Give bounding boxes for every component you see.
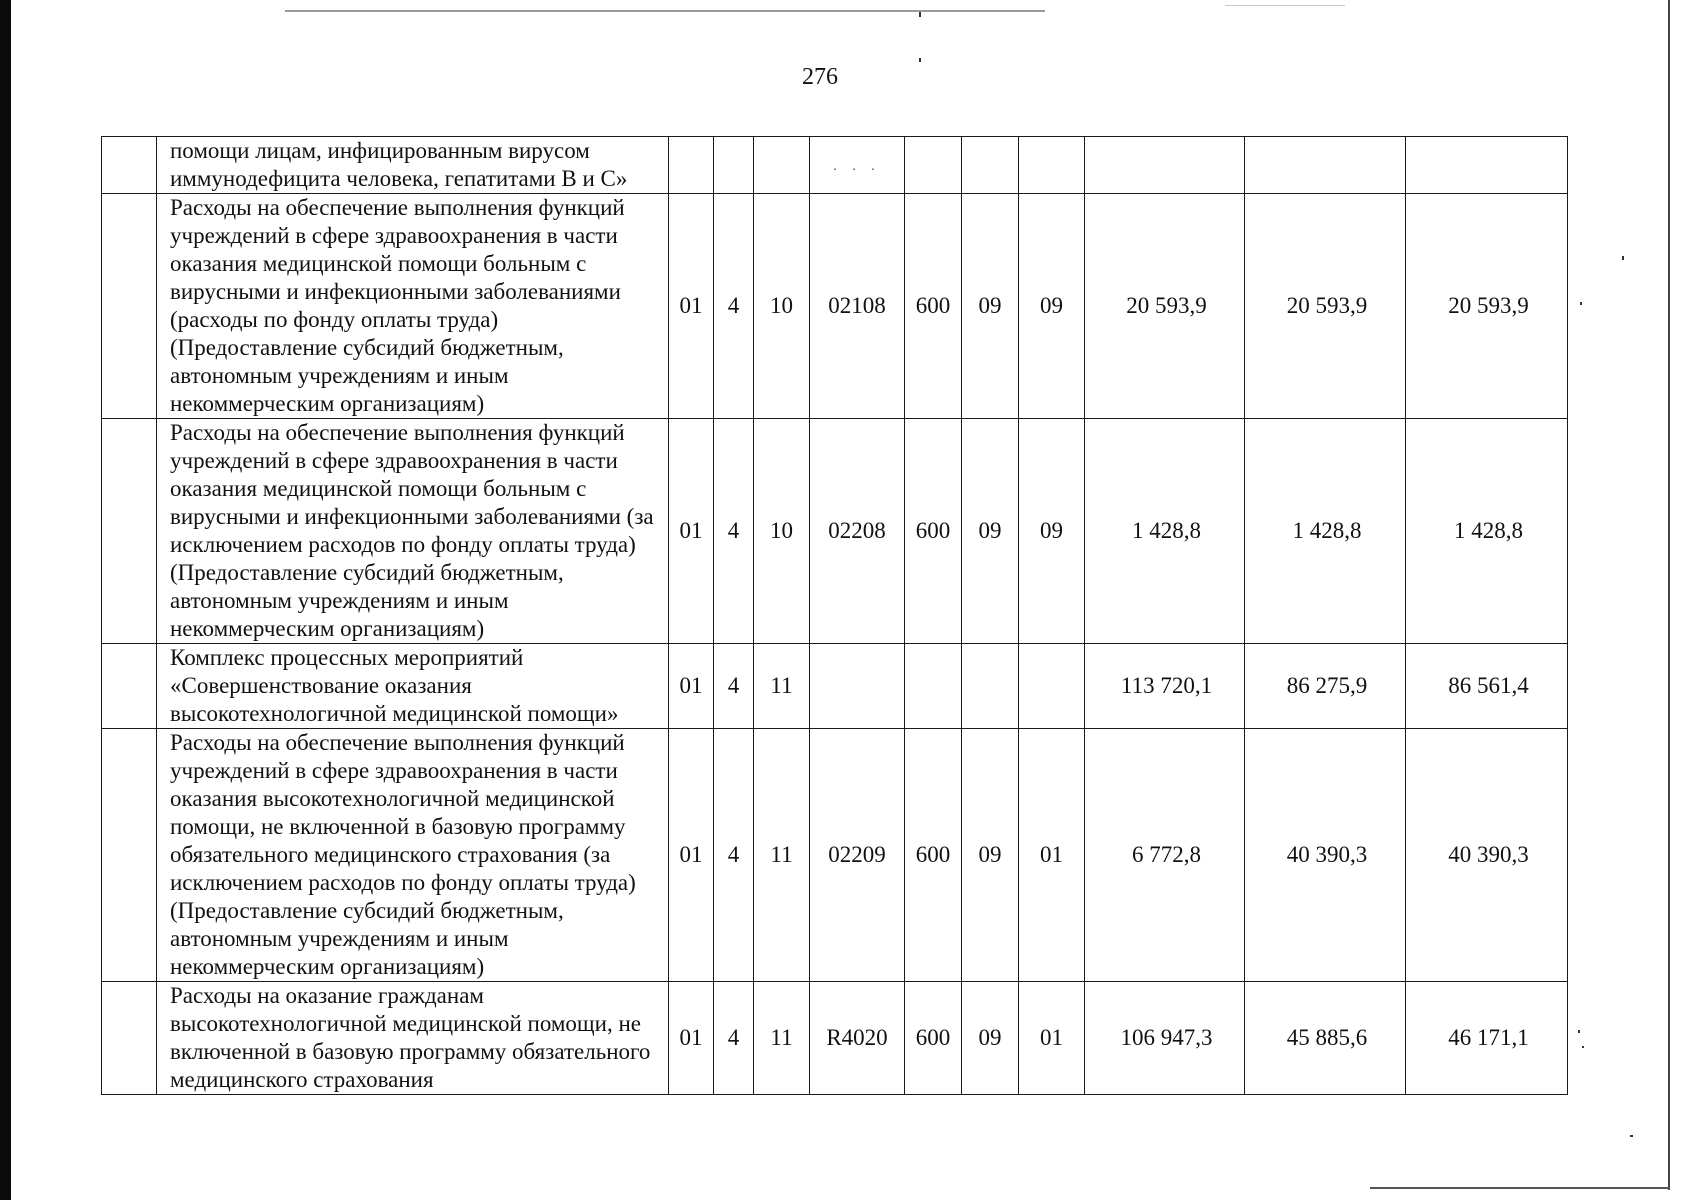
code-cell: 01 xyxy=(1019,982,1085,1095)
code-cell: 4 xyxy=(714,644,754,729)
code-cell xyxy=(905,644,962,729)
code-cell: 09 xyxy=(1019,194,1085,419)
amount-cell xyxy=(1085,137,1245,194)
amount-cell: 86 275,9 xyxy=(1245,644,1406,729)
amount-cell: 1 428,8 xyxy=(1085,419,1245,644)
code-cell: 10 xyxy=(754,419,810,644)
code-cell: 600 xyxy=(905,194,962,419)
code-cell: 01 xyxy=(669,729,714,982)
amount-cell: 46 171,1 xyxy=(1406,982,1568,1095)
code-cell: 09 xyxy=(962,419,1019,644)
amount-cell: 20 593,9 xyxy=(1406,194,1568,419)
amount-cell xyxy=(1245,137,1406,194)
amount-cell: 106 947,3 xyxy=(1085,982,1245,1095)
row-number-cell xyxy=(102,982,157,1095)
code-cell xyxy=(905,137,962,194)
amount-cell: 6 772,8 xyxy=(1085,729,1245,982)
code-cell: 09 xyxy=(1019,419,1085,644)
code-cell: 4 xyxy=(714,729,754,982)
code-cell xyxy=(1019,644,1085,729)
scan-speck xyxy=(1630,1135,1633,1137)
code-cell: 09 xyxy=(962,982,1019,1095)
scan-dots: . . . xyxy=(833,159,881,174)
amount-cell: 86 561,4 xyxy=(1406,644,1568,729)
code-cell xyxy=(1019,137,1085,194)
table-row xyxy=(102,194,1568,419)
amount-cell: 20 593,9 xyxy=(1085,194,1245,419)
code-cell xyxy=(810,644,905,729)
description-cell: Расходы на обеспечение выполнения функций учреждений в сфере здравоохранения в части оказания высокотехнологичной медицинской помощи, не включенной в базовую программу обязательного медицинского страхования (за исключением расходов по фонду оплаты труда) (Предоставление субсидий бюджетным, автономным учреждениям и иным некоммерческим организациям) xyxy=(157,729,669,982)
page-number: 276 xyxy=(802,64,838,90)
row-number-cell xyxy=(102,419,157,644)
scan-speck xyxy=(1582,1046,1584,1048)
code-cell: 11 xyxy=(754,644,810,729)
table-row xyxy=(102,982,1568,1095)
scan-speck xyxy=(1578,1030,1580,1033)
scan-speck xyxy=(919,58,921,62)
code-cell: 11 xyxy=(754,982,810,1095)
description-cell: Комплекс процессных мероприятий «Совершенствование оказания высокотехнологичной медицинской помощи» xyxy=(157,644,669,729)
code-cell: 600 xyxy=(905,729,962,982)
code-cell xyxy=(810,137,905,194)
code-cell: R4020 xyxy=(810,982,905,1095)
code-cell: 09 xyxy=(962,729,1019,982)
code-cell: 4 xyxy=(714,194,754,419)
scan-line-top xyxy=(285,10,1045,12)
row-number-cell xyxy=(102,729,157,982)
code-cell: 02208 xyxy=(810,419,905,644)
description-cell: Расходы на обеспечение выполнения функций учреждений в сфере здравоохранения в части оказания медицинской помощи больным с вирусными и инфекционными заболеваниями (расходы по фонду оплаты труда) (Предоставление субсидий бюджетным, автономным учреждениям и иным некоммерческим организациям) xyxy=(157,194,669,419)
scan-line-top-faint xyxy=(1225,5,1345,6)
code-cell: 01 xyxy=(669,419,714,644)
amount-cell: 1 428,8 xyxy=(1406,419,1568,644)
description-cell: Расходы на оказание гражданам высокотехнологичной медицинской помощи, не включенной в базовую программу обязательного медицинского страхования xyxy=(157,982,669,1095)
code-cell: 600 xyxy=(905,982,962,1095)
description-cell: Расходы на обеспечение выполнения функций учреждений в сфере здравоохранения в части оказания медицинской помощи больным с вирусными и инфекционными заболеваниями (за исключением расходов по фонду оплаты труда) (Предоставление субсидий бюджетным, автономным учреждениям и иным некоммерческим организациям) xyxy=(157,419,669,644)
scan-line-bottom xyxy=(1370,1187,1670,1189)
code-cell: 01 xyxy=(1019,729,1085,982)
code-cell: 02108 xyxy=(810,194,905,419)
scan-edge-left xyxy=(0,0,11,1200)
code-cell: 01 xyxy=(669,982,714,1095)
scan-speck xyxy=(919,12,921,17)
amount-cell: 113 720,1 xyxy=(1085,644,1245,729)
code-cell: 4 xyxy=(714,419,754,644)
amount-cell: 45 885,6 xyxy=(1245,982,1406,1095)
code-cell: 01 xyxy=(669,194,714,419)
code-cell: 09 xyxy=(962,194,1019,419)
amount-cell: 1 428,8 xyxy=(1245,419,1406,644)
budget-table xyxy=(101,136,1568,1095)
table-row xyxy=(102,137,1568,194)
code-cell: 4 xyxy=(714,982,754,1095)
code-cell: 10 xyxy=(754,194,810,419)
amount-cell xyxy=(1406,137,1568,194)
code-cell: 11 xyxy=(754,729,810,982)
row-number-cell xyxy=(102,137,157,194)
code-cell xyxy=(754,137,810,194)
row-number-cell xyxy=(102,194,157,419)
code-cell xyxy=(962,137,1019,194)
code-cell: 600 xyxy=(905,419,962,644)
table-row xyxy=(102,729,1568,982)
table-row xyxy=(102,644,1568,729)
scan-speck xyxy=(1622,256,1624,260)
description-cell: помощи лицам, инфицированным вирусом иммунодефицита человека, гепатитами В и С» xyxy=(157,137,669,194)
code-cell: 02209 xyxy=(810,729,905,982)
code-cell xyxy=(669,137,714,194)
amount-cell: 40 390,3 xyxy=(1245,729,1406,982)
scan-edge-right xyxy=(1668,0,1670,1190)
code-cell xyxy=(714,137,754,194)
amount-cell: 40 390,3 xyxy=(1406,729,1568,982)
code-cell xyxy=(962,644,1019,729)
row-number-cell xyxy=(102,644,157,729)
code-cell: 01 xyxy=(669,644,714,729)
table-row xyxy=(102,419,1568,644)
amount-cell: 20 593,9 xyxy=(1245,194,1406,419)
scan-speck xyxy=(1580,302,1582,305)
